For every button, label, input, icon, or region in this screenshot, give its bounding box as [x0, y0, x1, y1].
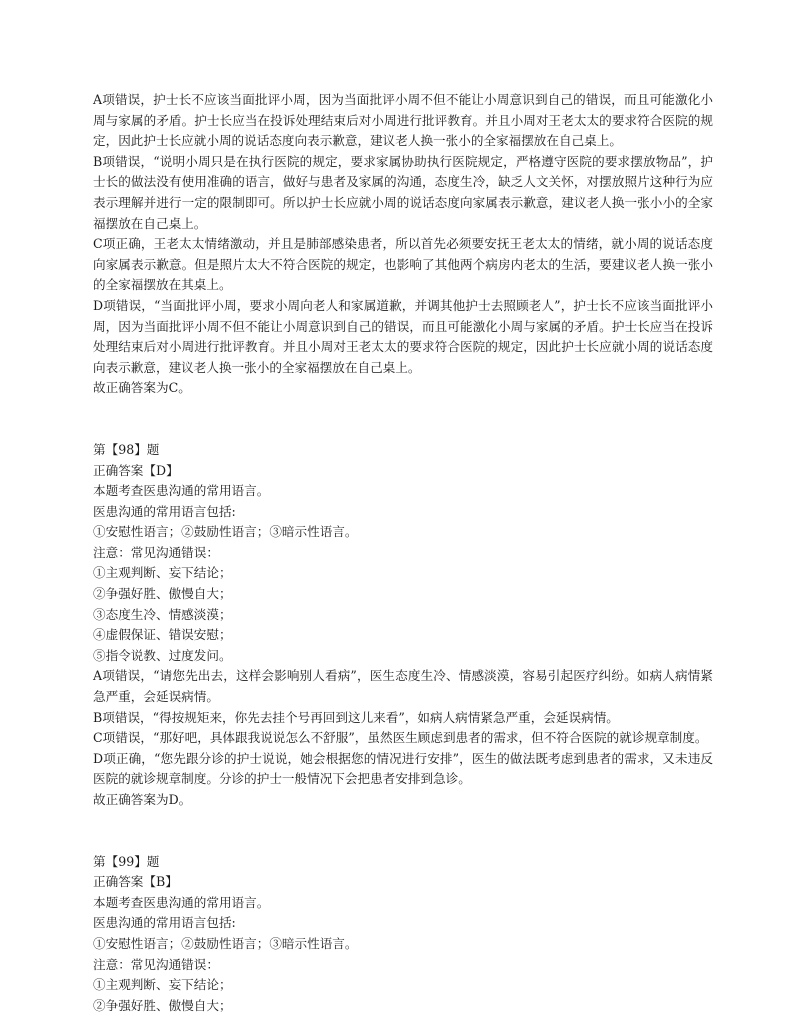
- q98-conclusion: 故正确答案为D。: [93, 792, 192, 807]
- q97-option-c: C项正确，王老太太情绪激动，并且是肺部感染患者，所以首先必须要安抚王老太太的情绪，就小周的说话态度向家属表示歉意。但是照片太大不符合医院的规定，也影响了其他两个病房内老太的生活，要建议老人换一张小的全家福摆放在其桌上。: [93, 236, 713, 293]
- q97-conclusion: 故正确答案为C。: [93, 380, 191, 396]
- q97-option-a: A项错误，护士长不应该当面批评小周，因为当面批评小周不但不能让小周意识到自己的错误，而且可能激化小周与家属的矛盾。护士长应当在投诉处理结束后对小周进行批评教育。并且小周对王老太太的要求符合医院的规定，因此护士长应就小周的说话态度向表示歉意，建议老人换一张小的全家福摆放在自己桌上。: [93, 92, 713, 149]
- q98-error-item: ②争强好胜、傲慢自大；: [93, 586, 232, 602]
- q98-option-a: A项错误，“请您先出去，这样会影响别人看病”，医生态度生冷、情感淡漠，容易引起医疗纠纷。如病人病情紧急严重，会延误病情。: [93, 668, 713, 705]
- q98-option-c: C项错误，“那好吧，具体跟我说说怎么不舒服”，虽然医生顾虑到患者的需求，但不符合医院的就诊规章制度。: [93, 730, 708, 746]
- q97-option-d: D项错误，“当面批评小周，要求小周向老人和家属道歉，并调其他护士去照顾老人”，护士长不应该当面批评小周，因为当面批评小周不但不能让小周意识到自己的错误，而且可能激化小周与家属的矛盾。护士长应当在投诉处理结束后对小周进行批评教育。并且小周对王老太太的要求符合医院的规定，因此护士长应就小周的说话态度向表示歉意，建议老人换一张小的全家福摆放在自己桌上。: [93, 297, 713, 375]
- q98-option-d: D项正确，“您先跟分诊的护士说说，她会根据您的情况进行安排”，医生的做法既考虑到患者的需求，又未违反医院的就诊规章制度。分诊的护士一般情况下会把患者安排到急诊。: [93, 750, 713, 787]
- q98-error-item: ①主观判断、妄下结论；: [93, 565, 232, 581]
- q98-lang-intro: 医患沟通的常用语言包括:: [93, 503, 236, 519]
- q99-error-item: ①主观判断、妄下结论；: [93, 977, 232, 993]
- q98-lang-types: ①安慰性语言；②鼓励性语言；③暗示性语言。: [93, 524, 358, 540]
- q99-note: 注意：常见沟通错误：: [93, 956, 219, 972]
- q98-note: 注意：常见沟通错误：: [93, 544, 219, 560]
- q98-error-item: ④虚假保证、错误安慰；: [93, 627, 232, 643]
- q99-topic: 本题考查医患沟通的常用语言。: [93, 894, 270, 910]
- q98-topic: 本题考查医患沟通的常用语言。: [93, 483, 270, 499]
- section-spacer: [93, 811, 713, 852]
- q98-heading: 第【98】题: [93, 441, 160, 457]
- q99-heading: 第【99】题: [93, 853, 160, 869]
- section-spacer: [93, 399, 713, 440]
- q99-error-item: ②争强好胜、傲慢自大；: [93, 997, 232, 1013]
- q97-option-b: B项错误，“说明小周只是在执行医院的规定，要求家属协助执行医院规定，严格遵守医院的要求摆放物品”，护士长的做法没有使用准确的语言，做好与患者及家属的沟通，态度生冷，缺乏人文关怀，对摆放照片这种行为应表示理解并进行一定的限制即可。所以护士长应就小周的说话态度向家属表示歉意，建议老人换一张小小的全家福摆放在自己桌上。: [93, 153, 713, 231]
- q98-answer: 正确答案【D】: [93, 462, 179, 478]
- q99-lang-types: ①安慰性语言；②鼓励性语言；③暗示性语言。: [93, 935, 358, 951]
- q99-answer: 正确答案【B】: [93, 874, 178, 890]
- document-page: [93, 90, 713, 1016]
- q98-error-item: ⑤指令说教、过度发问。: [93, 647, 232, 663]
- q98-error-item: ③态度生冷、情感淡漠；: [93, 606, 232, 622]
- q98-option-b: B项错误，“得按规矩来，你先去挂个号再回到这儿来看”，如病人病情紧急严重，会延误病情。: [93, 709, 619, 725]
- q99-lang-intro: 医患沟通的常用语言包括:: [93, 915, 236, 931]
